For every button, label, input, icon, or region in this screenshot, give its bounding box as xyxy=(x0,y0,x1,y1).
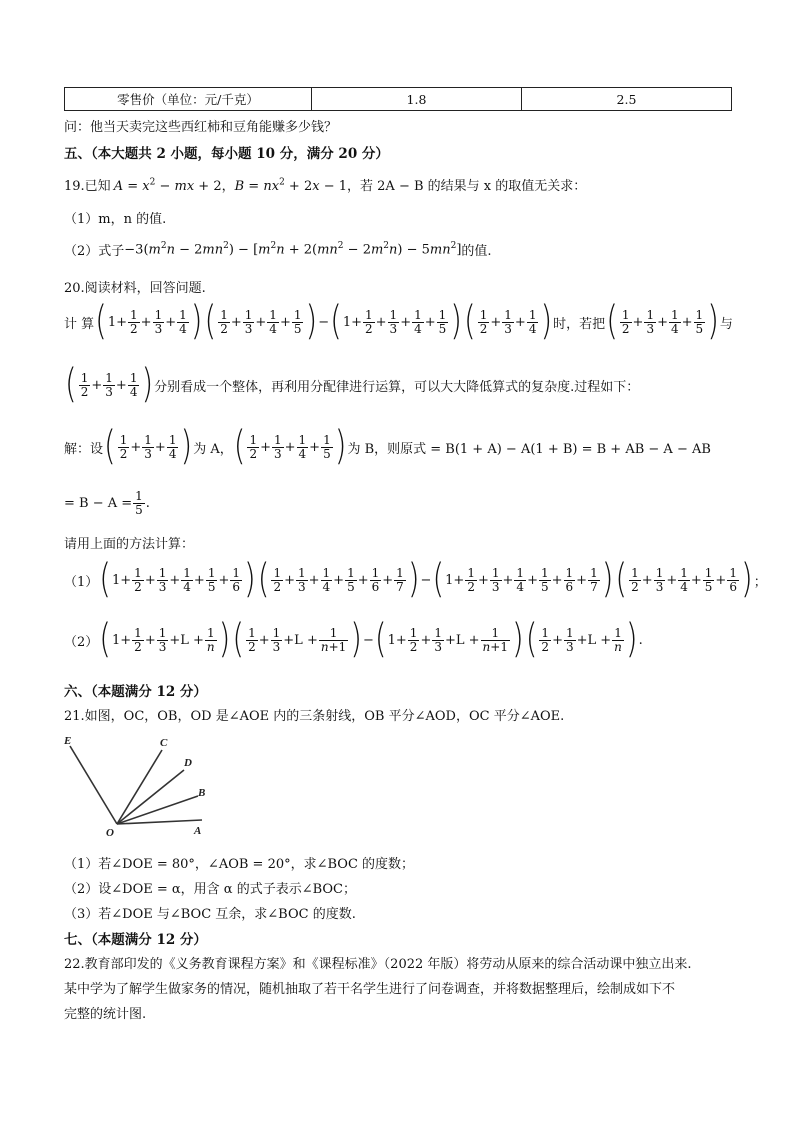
q21-stem: 21.如图，OC，OB，OD 是∠AOE 内的三条射线，OB 平分∠AOD，OC 平分∠AOE. xyxy=(64,709,565,724)
q21-part2: （2）设∠DOE = α，用含 α 的式子表示∠BOC； xyxy=(64,882,357,897)
table-cell-label: 零售价（单位：元/千克） xyxy=(65,88,312,111)
q20-use-method: 请用上面的方法计算： xyxy=(64,537,195,552)
label-B: B xyxy=(198,787,206,799)
q20-example-expression: ( 1+ $\frac{1}{2}$ + $\frac{1}{3}$ + $\frac{1}{4}$ ) ( $\frac{1}{2}$ + $\frac{1}{3}$ + $\frac{1}{4}$ + $\frac{1}{5}$ ) − ( 1+ $\frac{1}{2}$ + $\frac{1}{3}$ + $\frac{1}{4}$ + $\frac{1}{5}$ ) ( $\frac{1}{2}$ + $\frac{1}{3}$ + $\frac{1}{4}$ ) xyxy=(95,297,553,345)
q20-result: = B − A = xyxy=(64,495,133,511)
q19-condition-tail: ，若 2A − B 的结果与 x 的取值无关求： xyxy=(347,179,587,194)
q20-as-B: 为 B，则原式 = B(1 + A) − A(1 + B) = B + AB − A − AB xyxy=(347,441,711,457)
q19-part2-prefix: （2）式子 xyxy=(64,244,125,259)
q22-line3: 完整的统计图. xyxy=(64,1007,147,1022)
ray-OE xyxy=(70,746,117,824)
ray-OA xyxy=(117,820,202,824)
q20-result-denominator: 5 xyxy=(135,502,143,517)
q19-part2-suffix: 的值. xyxy=(461,244,492,259)
q20-result-numerator: 1 xyxy=(135,489,143,503)
q22-line2: 某中学为了解学生做家务的情况，随机抽取了若干名学生进行了问卷调查，并将数据整理后，绘制成如下不 xyxy=(64,982,676,997)
section-7-heading: 七、（本题满分 12 分） xyxy=(64,932,207,948)
q20-part2-label: （2） xyxy=(64,634,99,650)
label-E: E xyxy=(64,735,72,747)
q20-part2: （2） ( 1+ $\frac{1}{2}$ + $\frac{1}{3}$ +L + $\frac{1}{n}$ ) ( $\frac{1}{2}$ + $\frac{1}{3}$ +L + $\frac{1}{n+1}$ ) − ( 1+ $\frac{1}{2}$ + $\frac{1}{3}$ +L + $\frac{1}{n+1}$ ) ( $\frac{1}{2}$ + $\frac{1}{3}$ +L + $\frac{1}{n}$ ) . xyxy=(64,615,643,663)
q20-intro: 20.阅读材料，回答问题. xyxy=(64,281,206,296)
q21-part3: （3）若∠DOE 与∠BOC 互余，求∠BOC 的度数. xyxy=(64,907,356,922)
section-6-heading: 六、（本题满分 12 分） xyxy=(64,684,207,700)
profit-question: 问：他当天卖完这些西红柿和豆角能赚多少钱？ xyxy=(64,120,338,135)
angle-figure xyxy=(62,732,212,842)
label-C: C xyxy=(160,737,168,749)
label-O: O xyxy=(106,827,114,839)
ray-OD xyxy=(117,770,184,824)
q20-yu: 与 xyxy=(719,316,733,332)
table-cell-value2: 2.5 xyxy=(522,88,732,111)
table-cell-value1: 1.8 xyxy=(312,88,522,111)
q20-sol-prefix: 解：设 xyxy=(64,441,104,457)
q19-condition: 19.已知 $A = x^2$ − mx + 2，$B = nx^2 + 2x - 1$ ，若 2A − B 的结果与 x 的取值无关求： xyxy=(64,175,586,194)
q20-result-line: = B − A = $\frac{1}{5}$ . xyxy=(64,489,150,517)
price-table xyxy=(64,87,732,111)
q20-shi: 时，若把 xyxy=(553,316,606,332)
ray-OC xyxy=(117,750,162,824)
q20-calc-line: 计 算 ( 1+ $\frac{1}{2}$ + $\frac{1}{3}$ + $\frac{1}{4}$ ) ( $\frac{1}{2}$ + $\frac{1}{3}$ + $\frac{1}{4}$ + $\frac{1}{5}$ ) − ( 1+ $\frac{1}{2}$ + $\frac{1}{3}$ + $\frac{1}{4}$ + $\frac{1}{5}$ ) ( $\frac{1}{2}$ + $\frac{1}{3}$ + $\frac{1}{4}$ ) 时，若把 ( $\frac{1}{2}$ + $\frac{1}{3}$ + $\frac{1}{4}$ + $\frac{1}{5}$ ) 与 xyxy=(64,297,733,345)
q20-whole-line: ( $\frac{1}{2}$ + $\frac{1}{3}$ + $\frac{1}{4}$ ) 分别看成一个整体，再利用分配律进行运算，可以大大降低算式的复杂度.过程如下： xyxy=(65,360,640,408)
q20-calc-word: 计 算 xyxy=(64,316,95,332)
q19-number: 19.已知 xyxy=(64,179,111,194)
q22-line1: 22.教育部印发的《义务教育课程方案》和《课程标准》（2022 年版）将劳动从原来的综合活动课中独立出来. xyxy=(64,957,692,972)
q20-as-A: 为 A， xyxy=(193,441,233,457)
q19-part1: （1）m，n 的值. xyxy=(64,212,167,227)
label-D: D xyxy=(184,757,192,769)
q20-solution-line: 解：设 ( $\frac{1}{2}$ + $\frac{1}{3}$ + $\frac{1}{4}$ ) 为 A， ( $\frac{1}{2}$ + $\frac{1}{3}$ + $\frac{1}{4}$ + $\frac{1}{5}$ ) 为 B，则原式 = B(1 + A) − A(1 + B) = B + AB − A − AB xyxy=(64,422,711,470)
section-5-heading: 五、（本大题共 2 小题，每小题 10 分，满分 20 分） xyxy=(64,146,389,162)
q20-part1: （1） ( 1+ $\frac{1}{2}$ + $\frac{1}{3}$ + $\frac{1}{4}$ + $\frac{1}{5}$ + $\frac{1}{6}$ ) ( $\frac{1}{2}$ + $\frac{1}{3}$ + $\frac{1}{4}$ + $\frac{1}{5}$ + $\frac{1}{6}$ + $\frac{1}{7}$ ) − ( 1+ $\frac{1}{2}$ + $\frac{1}{3}$ + $\frac{1}{4}$ + $\frac{1}{5}$ + $\frac{1}{6}$ + $\frac{1}{7}$ ) ( $\frac{1}{2}$ + $\frac{1}{3}$ + $\frac{1}{4}$ + $\frac{1}{5}$ + $\frac{1}{6}$ ) ； xyxy=(64,555,767,603)
q21-part1: （1）若∠DOE = 80°，∠AOB = 20°，求∠BOC 的度数； xyxy=(64,857,415,872)
q19-part2: （2）式子 $-3(m^2n - 2mn^2) - [m^2n + 2(mn^2 - 2m^2n) - 5mn^2]$ 的值. xyxy=(64,241,492,259)
q20-whole-text: 分别看成一个整体，再利用分配律进行运算，可以大大降低算式的复杂度.过程如下： xyxy=(154,379,640,395)
label-A: A xyxy=(194,825,202,837)
table-row xyxy=(65,88,732,111)
q20-part1-label: （1） xyxy=(64,574,99,590)
ray-OB xyxy=(117,796,198,824)
